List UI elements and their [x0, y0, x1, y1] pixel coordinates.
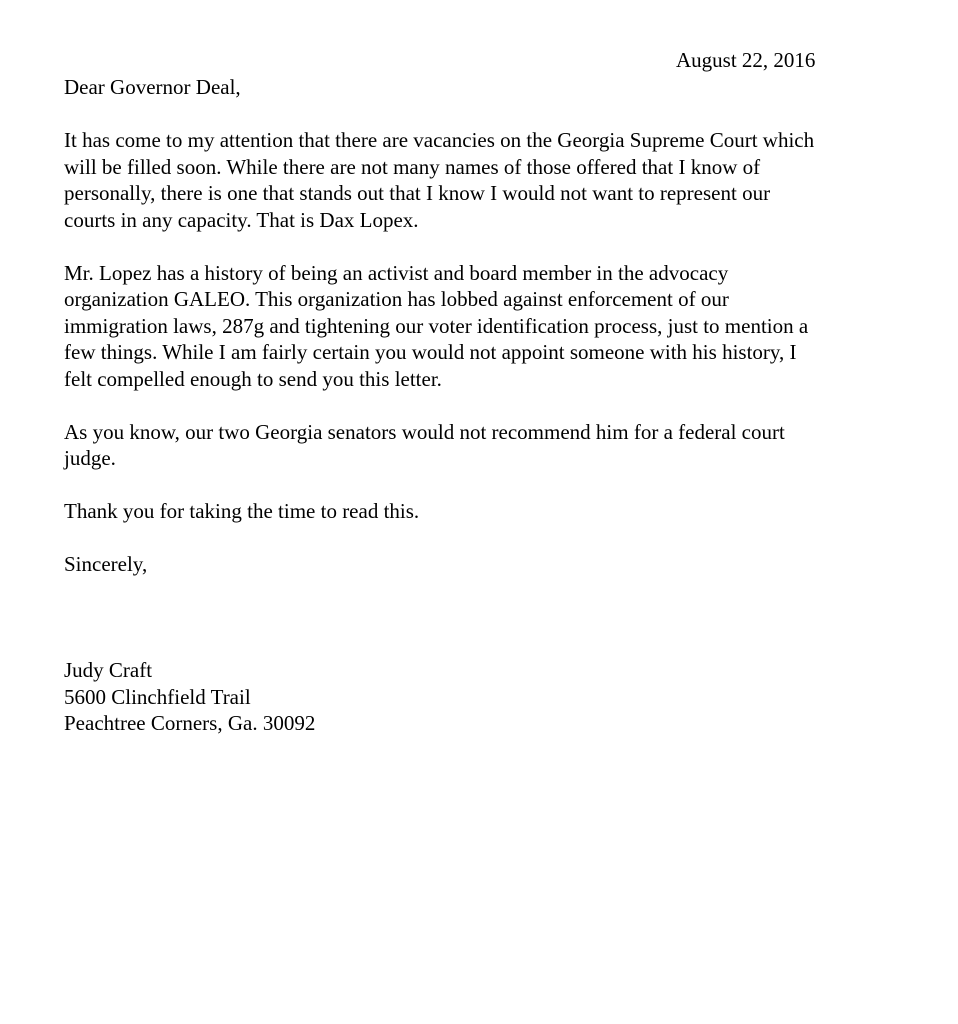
spacer	[64, 525, 894, 552]
paragraph-line: few things. While I am fairly certain you would not appoint someone with his history, I	[64, 340, 797, 364]
letter-body	[64, 74, 894, 737]
paragraph-line: courts in any capacity. That is Dax Lopex.	[64, 207, 419, 232]
paragraph-line: organization GALEO. This organization has lobbed against enforcement of our	[64, 287, 729, 311]
paragraph-line: judge.	[64, 446, 116, 470]
paragraph-line: As you know, our two Georgia senators would not recommend him for a federal court	[64, 419, 785, 444]
signer-city: Peachtree Corners, Ga. 30092	[64, 711, 316, 735]
salutation: Dear Governor Deal,	[64, 75, 241, 99]
paragraph-history	[64, 260, 894, 393]
paragraph-senators	[64, 419, 894, 472]
spacer	[64, 233, 894, 260]
paragraph-line: felt compelled enough to send you this letter.	[64, 366, 442, 391]
paragraph-line: immigration laws, 287g and tightening our voter identification process, just to mention a	[64, 313, 809, 338]
spacer	[64, 392, 894, 419]
signer-street: 5600 Clinchfield Trail	[64, 684, 251, 709]
letter-date: August 22, 2016	[676, 48, 816, 72]
signature-space	[64, 578, 894, 658]
paragraph-line: Thank you for taking the time to read this.	[64, 499, 420, 523]
spacer	[64, 472, 894, 499]
signer-name: Judy Craft	[64, 658, 153, 682]
closing: Sincerely,	[64, 552, 148, 576]
paragraph-line: will be filled soon. While there are not many names of those offered that I know of	[64, 154, 761, 179]
paragraph-line: It has come to my attention that there are vacancies on the Georgia Supreme Court which	[64, 128, 815, 152]
paragraph-line: personally, there is one that stands out that I know I would not want to represent our	[64, 181, 771, 205]
spacer	[64, 101, 894, 128]
signature-block	[64, 657, 894, 737]
paragraph-vacancies	[64, 127, 894, 233]
paragraph-line: Mr. Lopez has a history of being an activist and board member in the advocacy	[64, 260, 729, 285]
paragraph-thanks	[64, 498, 894, 525]
